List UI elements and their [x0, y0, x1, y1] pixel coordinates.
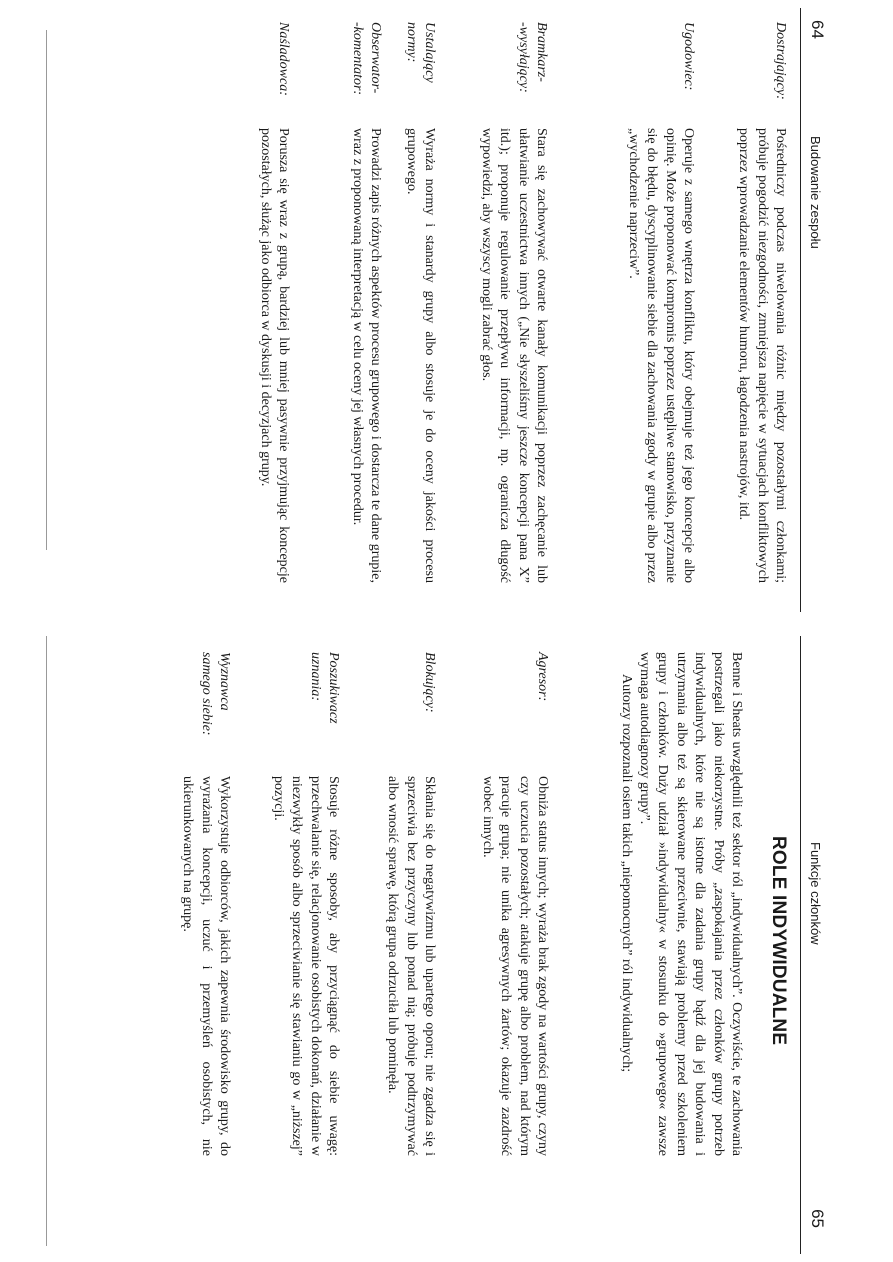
role-term: Agresor: [535, 652, 550, 702]
role-description: Wykorzystuje odbiorców, jakich zapewnia środowisko grupy, do wyrażania koncepcji, uczuć i przemyśleń osobistych, nie ukierunkowanych na grupę. [180, 776, 232, 1156]
role-description: Porusza się wraz z grupą, bardziej lub mniej pasywnie przyjmując koncepcje pozostałych, służąc jako odbiorca w dyskusji i decyzjach grupy. [257, 128, 291, 583]
right-page-header [801, 636, 827, 1254]
role-description: Skłania się do negatywizmu lub upartego oporu; nie zgadza się i sprzeciwia bez przyczyny lub ponad nią; próbuje podtrzymywać albo wnosić sprawę, którą grupa odrzuciła lub pominęła. [385, 776, 437, 1156]
role-description: Stara się zachowywać otwarte kanały komunikacji poprzez zachęcanie lub ułatwianie uczestnictwa innych („Nie słyszeliśmy jeszcze koncepcji pana X” itd.); proponuje regulowanie przepływu informacji, np. ogranicza długość wypowiedzi, aby wszyscy mogli zabrać głos. [478, 128, 549, 583]
role-term: Ugodowiec: [681, 22, 696, 91]
role-description: Pośredniczy podczas niwelowania różnic między pozostałymi członkami; próbuje pogodzić niezgodności, zmniejsza napięcie w sytuacjach konfliktowych poprzez wprowadzanie elementów humoru, łagodzenia nastrojów, itd. [736, 128, 788, 583]
role-term: Dostrajający: [773, 22, 788, 100]
intro-paragraph: Autorzy rozpoznali osiem takich „niepomocnych” ról indywidualnych; [618, 674, 634, 1073]
page-divider [46, 636, 47, 1246]
section-title: ROLE INDYWIDUALNE [768, 836, 789, 1046]
header-rule [800, 636, 801, 1254]
running-title: Budowanie zespołu [808, 136, 823, 249]
role-description: Wyraża normy i stanardy grupy albo stosuje je do oceny jakości procesu grupowego. [403, 128, 437, 583]
role-term: Blokujący: [422, 652, 437, 713]
page-number: 65 [808, 1209, 827, 1228]
role-description: Operuje z samego wnętrza konfliktu, który obejmuje też jego koncepcje albo opinię. Może proponować kompromis poprzez ustępliwe stanowisko, przyznanie się do błędu, dyscyplinowanie siebie dla zachowania zgody w grupie albo przez „wychodzenie naprzeciw”. [625, 128, 696, 583]
left-page [0, 0, 893, 620]
left-page-header [801, 8, 827, 612]
running-title: Funkcje członków [808, 842, 823, 945]
role-term: Obserwator- -komentator: [349, 22, 383, 96]
role-term: Poszukiwacz uznania: [307, 652, 341, 724]
page-number: 64 [808, 20, 827, 39]
page-divider [46, 30, 47, 550]
role-term: Wyznawca samego siebie: [198, 652, 232, 736]
role-description: Prowadzi zapis różnych aspektów procesu grupowego i dostarcza te dane grupie, wraz z proponowaną interpretacją w celu oceny jej własnych procedur. [349, 128, 383, 583]
role-description: Stosuje różne sposoby, aby przyciągnąć do siebie uwagę: przechwalanie się, relacjonowanie osobistych dokonań, działanie w niezwykły sposób albo sprzeciwianie się stawianiu go w „niższej” pozycji. [270, 776, 341, 1156]
intro-paragraph: Benne i Sheats uwzględnili też sektor ról „indywidualnych”. Oczywiście, te zachowania postrzegali jako niekorzystne. Próby „zaspokajania przez członków grupy potrzeb indywidualnych, które nie są istotne dla zadania grupy bądź dla jej budowania i utrzymania albo też są skierowane przeciwnie, stawiają problemy przed szkoleniem grupy i członków. Duży udział »indywidualny« w stosunku do »grupowego« zawsze wymaga autodiagnozy grupy”. [636, 652, 744, 1156]
role-term: Bramkarz- -wysyłający: [515, 22, 549, 93]
role-term: Naśladowca: [276, 22, 291, 96]
right-page [0, 628, 893, 1262]
role-description: Obniża status innych; wyraża brak zgody na wartości grupy, czyny czy uczucia pozostałych; atakuje grupę albo problem, nad którym pracuje grupa; nie unika agresywnych żartów; okazuje zazdrość wobec innych. [479, 776, 550, 1156]
header-rule [800, 8, 801, 612]
role-term: Ustalający normy: [403, 22, 437, 83]
intro-text [616, 652, 745, 1156]
